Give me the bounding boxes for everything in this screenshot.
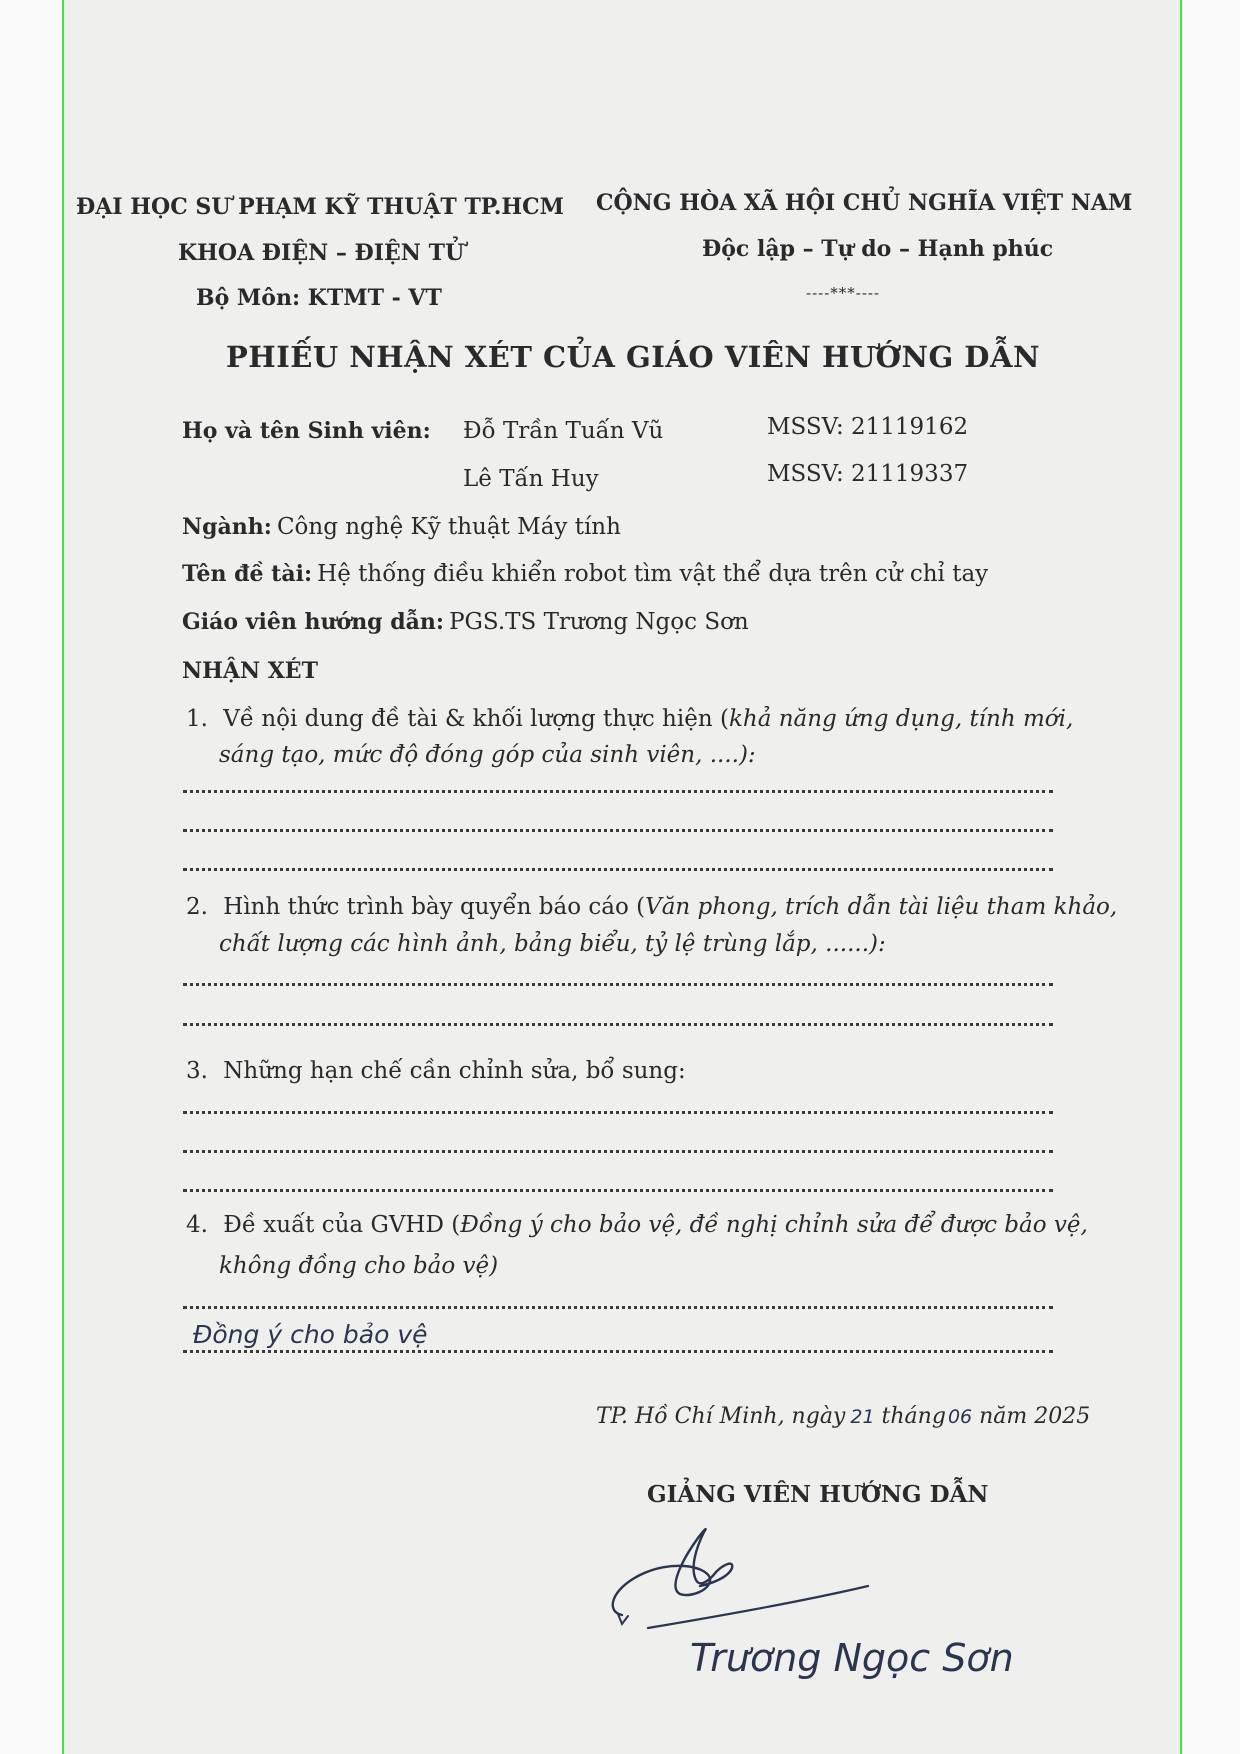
student-name-1: Đỗ Trần Tuấn Vũ <box>463 418 664 444</box>
topic-value: Hệ thống điều khiển robot tìm vật thể dựa trên cử chỉ tay <box>317 561 989 587</box>
month-word: tháng <box>881 1404 946 1429</box>
item-4-text: Đề xuất của GVHD ( <box>223 1212 461 1238</box>
item-4-hint-continued: không đồng cho bảo vệ) <box>219 1253 499 1279</box>
advisor-value: PGS.TS Trương Ngọc Sơn <box>449 609 749 635</box>
country-name: CỘNG HÒA XÃ HỘI CHỦ NGHĨA VIỆT NAM <box>596 190 1133 216</box>
item-2-hint-continued: chất lượng các hình ảnh, bảng biểu, tỷ lệ trùng lắp, ......): <box>219 931 886 957</box>
date-year: năm 2025 <box>979 1404 1091 1429</box>
item-1-hint: khả năng ứng dụng, tính mới, <box>728 706 1074 732</box>
department-name: Bộ Môn: KTMT - VT <box>196 285 442 311</box>
item-2-number: 2. <box>186 894 208 920</box>
document-title: PHIẾU NHẬN XÉT CỦA GIÁO VIÊN HƯỚNG DẪN <box>226 340 1040 374</box>
student-id-2: MSSV: 21119337 <box>767 461 969 487</box>
answer-line <box>183 1306 1053 1309</box>
date-day: 21 <box>850 1406 875 1428</box>
major-value: Công nghệ Kỹ thuật Máy tính <box>276 514 621 540</box>
answer-line <box>183 983 1053 986</box>
major-line <box>182 514 621 540</box>
item-1-hint-continued: sáng tạo, mức độ đóng góp của sinh viên, ....): <box>219 742 756 768</box>
advisor-label: Giáo viên hướng dẫn: <box>182 609 444 635</box>
students-label: Họ và tên Sinh viên: <box>182 418 431 444</box>
answer-line <box>183 829 1053 832</box>
major-label: Ngành: <box>182 514 272 540</box>
comment-item-3 <box>186 1058 686 1084</box>
item-4-number: 4. <box>186 1212 208 1238</box>
student-name-2: Lê Tấn Huy <box>463 466 599 492</box>
comment-item-4 <box>186 1212 1088 1238</box>
item-1-number: 1. <box>186 706 208 732</box>
place-date-prefix: TP. Hồ Chí Minh, ngày <box>596 1404 846 1429</box>
answer-line <box>183 1350 1053 1353</box>
scan-edge-line-left <box>62 0 64 1754</box>
item-3-text: Những hạn chế cần chỉnh sửa, bổ sung: <box>223 1058 686 1084</box>
answer-line <box>183 868 1053 871</box>
answer-line <box>183 1150 1053 1153</box>
university-name: ĐẠI HỌC SƯ PHẠM KỸ THUẬT TP.HCM <box>76 194 565 220</box>
advisor-line <box>182 609 749 635</box>
answer-line <box>183 1189 1053 1192</box>
scan-margin-right <box>1183 0 1240 1754</box>
date-month: 06 <box>947 1406 973 1428</box>
scan-margin-left <box>0 0 62 1754</box>
comment-item-1 <box>186 706 1073 732</box>
signature-name: Trương Ngọc Sơn <box>690 1636 1014 1680</box>
item-2-hint: Văn phong, trích dẫn tài liệu tham khảo, <box>645 894 1118 920</box>
signer-title: GIẢNG VIÊN HƯỚNG DẪN <box>647 1481 989 1508</box>
student-id-1: MSSV: 21119162 <box>767 414 969 440</box>
header-ornament: ----***---- <box>806 284 881 302</box>
handwritten-answer: Đồng ý cho bảo vệ <box>193 1320 428 1349</box>
comment-item-2 <box>186 894 1117 920</box>
signature-mark <box>600 1520 930 1640</box>
item-2-text: Hình thức trình bày quyển báo cáo ( <box>223 894 646 920</box>
answer-line <box>183 790 1053 793</box>
national-motto: Độc lập – Tự do – Hạnh phúc <box>702 236 1054 262</box>
comments-heading: NHẬN XÉT <box>182 658 318 684</box>
topic-label: Tên đề tài: <box>182 561 313 587</box>
item-3-number: 3. <box>186 1058 208 1084</box>
faculty-name: KHOA ĐIỆN – ĐIỆN TỬ <box>178 240 465 266</box>
topic-line <box>182 561 988 587</box>
answer-line <box>183 1111 1053 1114</box>
place-and-date <box>596 1404 1090 1429</box>
item-1-text: Về nội dung đề tài & khối lượng thực hiện ( <box>223 706 729 732</box>
answer-line <box>183 1023 1053 1026</box>
scan-edge-line-right <box>1180 0 1182 1754</box>
item-4-hint: Đồng ý cho bảo vệ, đề nghị chỉnh sửa để được bảo vệ, <box>460 1212 1088 1238</box>
